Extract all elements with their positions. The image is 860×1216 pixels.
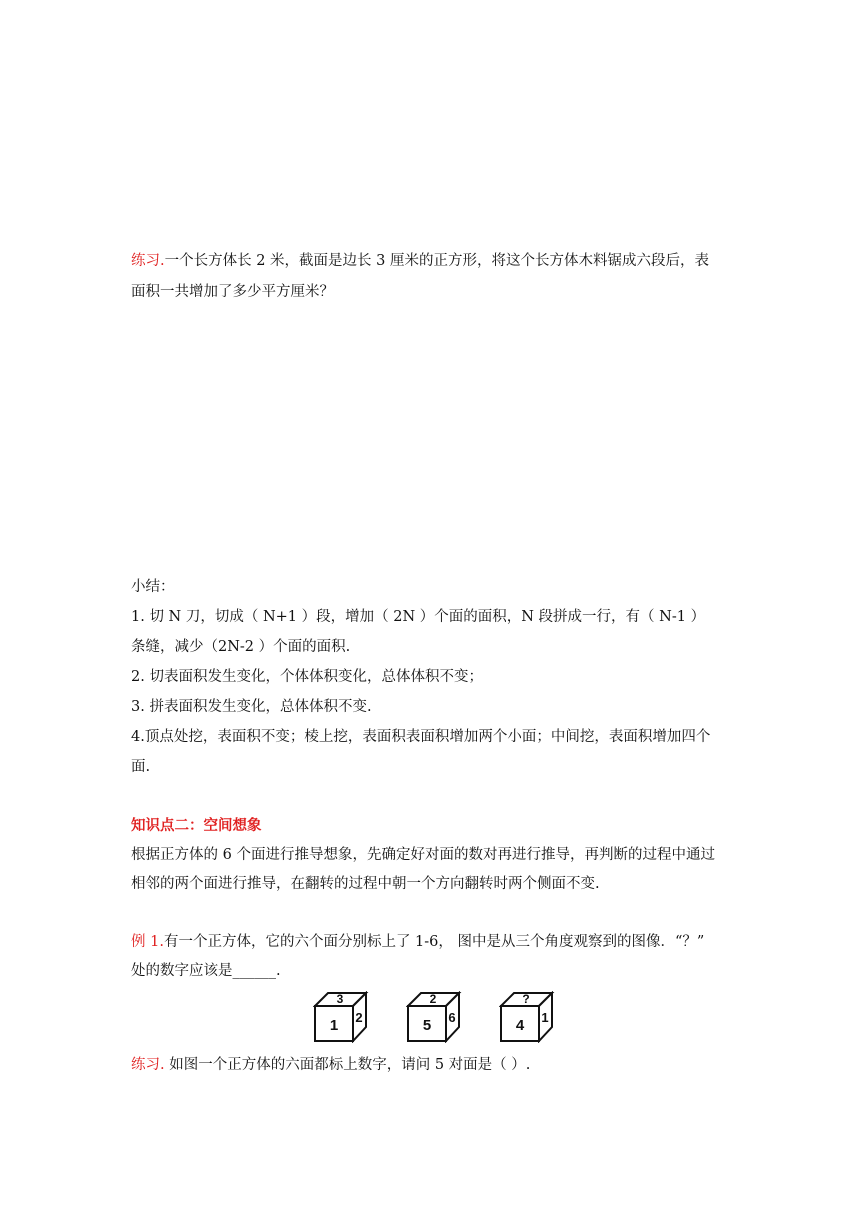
- practice2-text: 如图一个正方体的六面都标上数字，请问 5 对面是（ ）.: [164, 1057, 531, 1073]
- summary-item4-line1: 4.顶点处挖，表面积不变；棱上挖，表面积表面积增加两个小面；中间挖，表面积增加四个: [131, 729, 711, 745]
- example1-line1: [131, 932, 704, 952]
- summary-item2: 2. 切表面积发生变化，个体体积变化，总体体积不变；: [131, 669, 483, 685]
- cube1-front-number: 1: [329, 1017, 339, 1034]
- cube-figure-3: [499, 991, 559, 1043]
- practice1-label: 练习.: [131, 253, 165, 269]
- cube3-side-number: 1: [541, 1010, 549, 1025]
- example1-label: 例 1.: [131, 934, 164, 950]
- cube2-side-number: 6: [448, 1010, 456, 1025]
- practice2-line: [131, 1055, 530, 1075]
- practice2-label: 练习.: [131, 1057, 165, 1073]
- practice1-line1: [131, 251, 709, 271]
- summary-item1-line2: 条缝，减少（2N-2 ）个面的面积.: [131, 639, 351, 655]
- cube1-side-number: 2: [355, 1010, 363, 1025]
- example1-text: 有一个正方体，它的六个面分别标上了 1-6， 图中是从三个角度观察到的图像．“？”: [163, 934, 705, 950]
- cube3-front-number: 4: [515, 1017, 525, 1034]
- practice1-line2: 面积一共增加了多少平方厘米？: [131, 284, 334, 300]
- knowledge2-line2: 相邻的两个面进行推导，在翻转的过程中朝一个方向翻转时两个侧面不变.: [131, 876, 600, 892]
- cube1-top-number: 3: [336, 992, 344, 1006]
- summary-item4-line2: 面.: [131, 759, 151, 775]
- summary-item1-line1: 1. 切 N 刀，切成（ N+1 ）段，增加（ 2N ）个面的面积，N 段拼成一行，有（ N-1 ）: [131, 609, 706, 625]
- cube-figure-2: [406, 991, 466, 1043]
- summary-title: 小结：: [131, 579, 175, 595]
- cube2-front-number: 5: [422, 1017, 432, 1034]
- cube2-top-number: 2: [429, 992, 437, 1006]
- example1-line2: 处的数字应该是______.: [131, 963, 281, 979]
- knowledge2-heading: 知识点二：空间想象: [131, 817, 262, 834]
- practice1-text: 一个长方体长 2 米，截面是边长 3 厘米的正方形，将这个长方体木料锯成六段后，表: [164, 253, 709, 269]
- cube-figure-1: [313, 991, 373, 1043]
- summary-item3: 3. 拼表面积发生变化，总体体积不变.: [131, 699, 372, 715]
- cube3-top-number: ?: [522, 992, 530, 1006]
- knowledge2-line1: 根据正方体的 6 个面进行推导想象，先确定好对面的数对再进行推导，再判断的过程中通过: [131, 847, 715, 863]
